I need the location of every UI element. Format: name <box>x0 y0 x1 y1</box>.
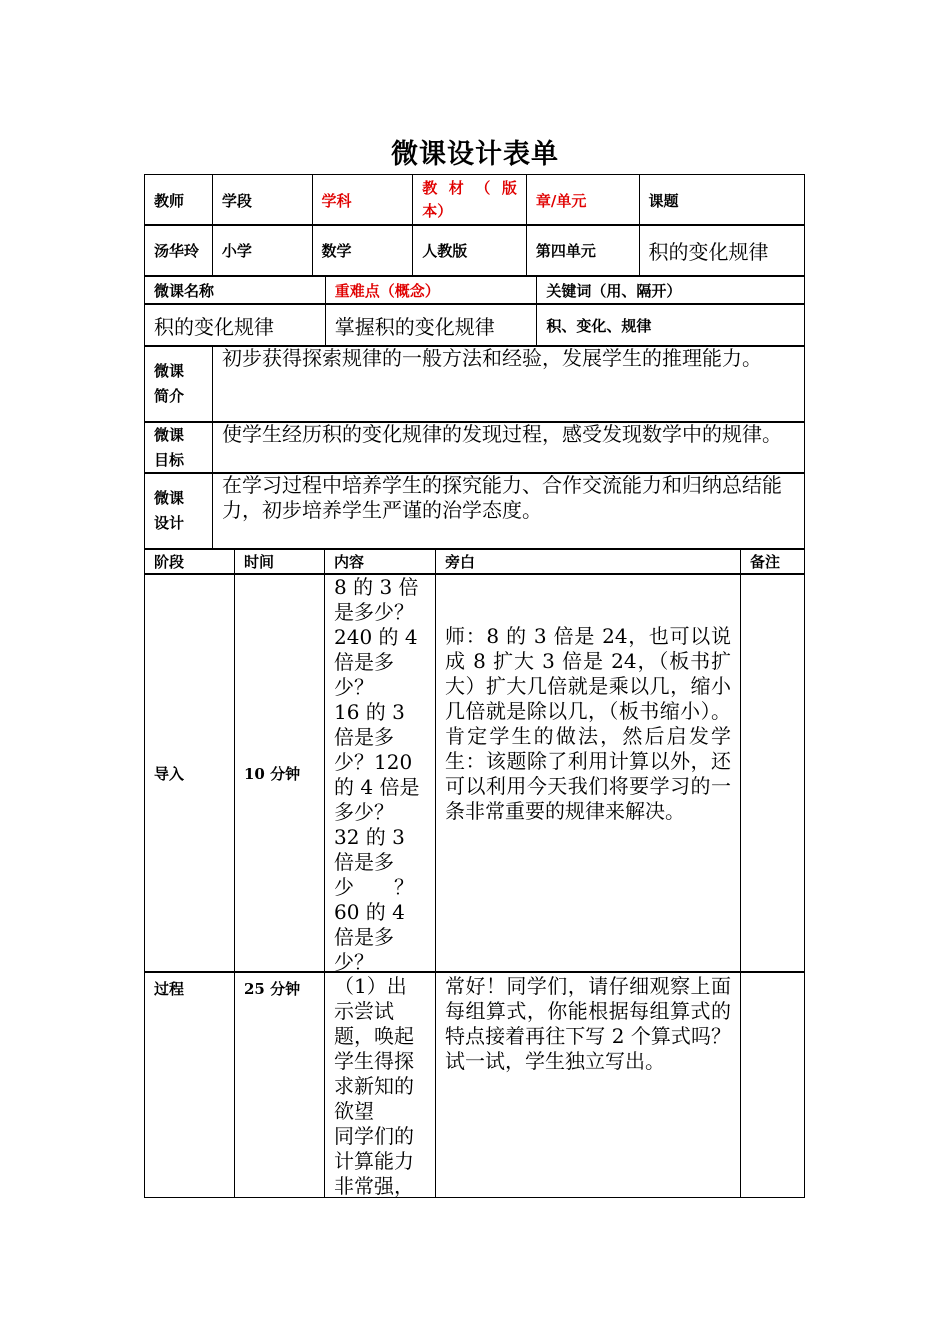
lesson-name-value: 积的变化规律 <box>144 303 326 347</box>
key-point-value: 掌握积的变化规律 <box>325 303 538 347</box>
table-row <box>144 972 805 1198</box>
lesson-label-row <box>144 276 805 305</box>
subject-value: 数学 <box>312 224 414 277</box>
teacher-value: 汤华玲 <box>144 224 213 277</box>
lesson-name-label: 微课名称 <box>144 275 326 305</box>
col-stage-header: 阶段 <box>144 548 235 575</box>
teacher-label: 教师 <box>144 174 213 226</box>
goal-row <box>144 422 805 474</box>
stage-table-header <box>144 549 805 575</box>
intro-label-line2: 简介 <box>154 387 185 405</box>
goal-label-line1: 微课 <box>154 425 185 444</box>
stage-note <box>740 971 805 1198</box>
stage-value: 小学 <box>212 224 313 277</box>
topic-label: 课题 <box>639 174 805 226</box>
header-row <box>144 175 805 226</box>
stage-narration: 常好！同学们，请仔细观察上面每组算式，你能根据每组算式的特点接着再往下写 2 个算式吗？试一试，学生独立写出。 <box>435 971 741 1198</box>
keywords-value: 积、变化、规律 <box>536 303 805 347</box>
design-text: 在学习过程中培养学生的探究能力、合作交流能力和归纳总结能力，初步培养学生严谨的治学态度。 <box>212 472 805 550</box>
info-row <box>144 225 805 277</box>
goal-label <box>144 421 213 474</box>
chapter-value: 第四单元 <box>526 224 640 277</box>
chapter-label: 章/单元 <box>526 174 640 226</box>
col-note-header: 备注 <box>740 548 805 575</box>
intro-text: 初步获得探索规律的一般方法和经验，发展学生的推理能力。 <box>212 345 805 423</box>
intro-label <box>144 345 213 423</box>
design-label <box>144 472 213 550</box>
col-narration-header: 旁白 <box>435 548 741 575</box>
subject-label: 学科 <box>312 174 414 226</box>
stage-note <box>740 573 805 973</box>
keywords-label: 关键词（用、隔开） <box>536 275 805 305</box>
design-label-line2: 设计 <box>154 514 185 532</box>
intro-row <box>144 346 805 423</box>
stage-content: 8 的 3 倍是多少？240 的 4 倍是多少？ 16 的 3 倍是多少？120 的 4 倍是多少？ 32 的 3 倍是多少 ？60 的 4 倍是多少？ <box>324 573 436 973</box>
table-row <box>144 574 805 973</box>
design-row <box>144 473 805 550</box>
topic-value: 积的变化规律 <box>639 224 805 277</box>
design-label-line1: 微课 <box>154 489 185 507</box>
col-time-header: 时间 <box>234 548 325 575</box>
stage-narration: 师：8 的 3 倍是 24，也可以说成 8 扩大 3 倍是 24，（板书扩大）扩大几倍就是乘以几，缩小几倍就是除以几，（板书缩小）。肯定学生的做法，然后启发学生：该题除了利用计算以外，还可以利用今天我们将要学习的一条非常重要的规律来解决。 <box>435 573 741 973</box>
lesson-value-row <box>144 304 805 347</box>
goal-text: 使学生经历积的变化规律的发现过程，感受发现数学中的规律。 <box>212 421 805 474</box>
goal-label-line2: 目标 <box>154 450 185 469</box>
stage-label: 学段 <box>212 174 313 226</box>
stage-content: （1）出示尝试题，唤起学生得探求新知的欲望 同学们的计算能力非常强， <box>324 971 436 1198</box>
stage-time: 10 分钟 <box>234 573 325 973</box>
stage-name: 过程 <box>144 971 235 1198</box>
intro-label-line1: 微课 <box>154 362 185 380</box>
key-point-label: 重难点（概念） <box>325 275 538 305</box>
textbook-value: 人教版 <box>412 224 527 277</box>
stage-name: 导入 <box>144 573 235 973</box>
page-title: 微课设计表单 <box>391 139 559 170</box>
col-content-header: 内容 <box>324 548 436 575</box>
textbook-label: 教 材 （ 版 本） <box>412 174 527 226</box>
stage-time: 25 分钟 <box>234 971 325 1198</box>
